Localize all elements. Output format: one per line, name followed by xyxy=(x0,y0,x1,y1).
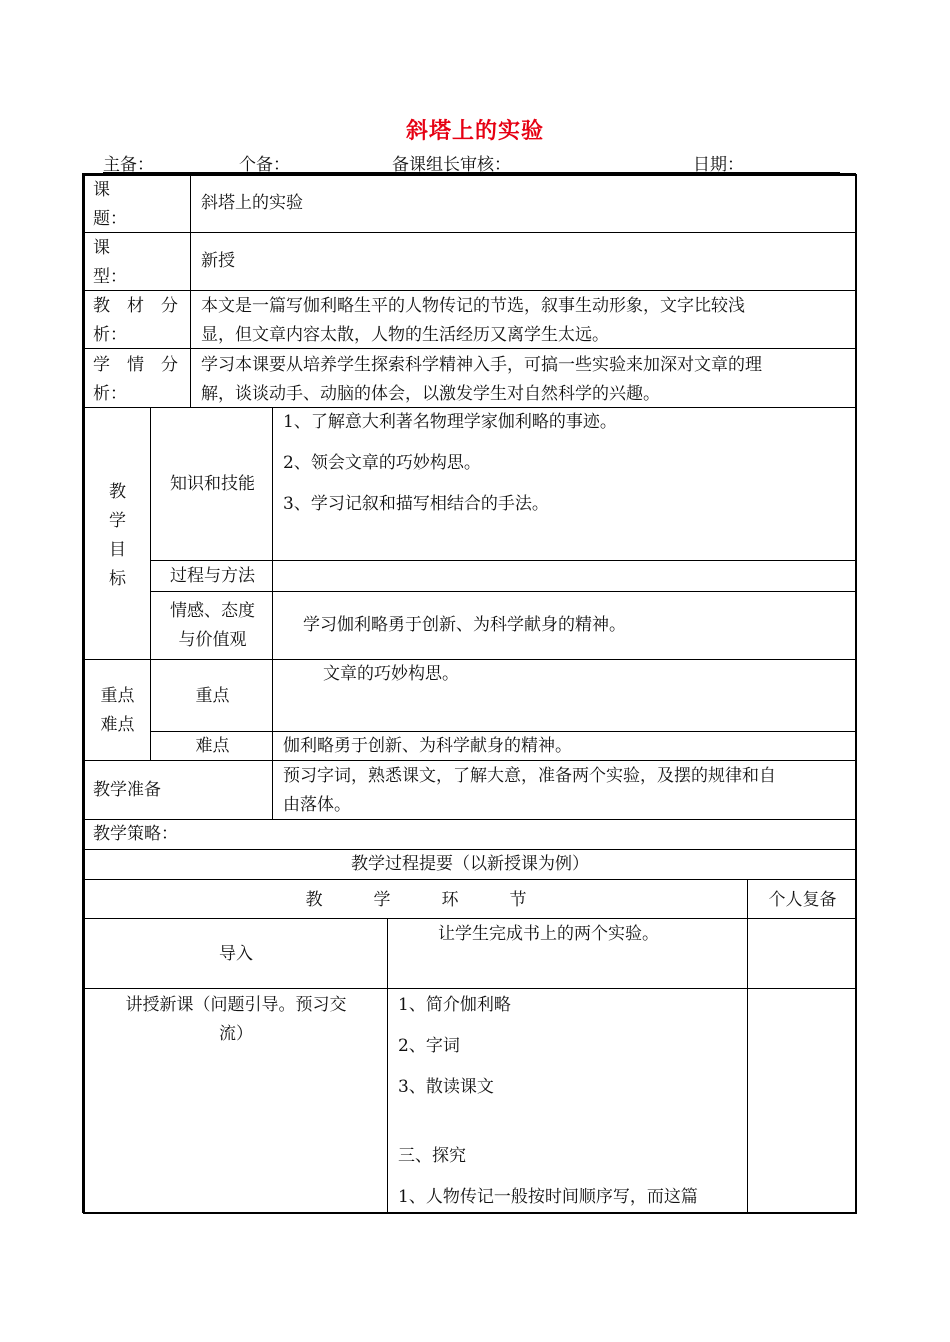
new-lesson-item-1: 1、简介伽利略 xyxy=(398,995,511,1015)
emotion-value-cell xyxy=(272,591,856,660)
knowledge-item-2: 2、领会文章的巧妙构思。 xyxy=(283,453,481,473)
steps-column-header xyxy=(82,879,748,919)
page-title: 斜塔上的实验 xyxy=(405,118,544,144)
keypoints-label-1: 重点 xyxy=(100,686,135,706)
students-value-line-1: 学习本课要从培养学生探索科学精神入手，可搞一些实验来加深对文章的理 xyxy=(201,355,762,375)
topic-label-2: 题： xyxy=(93,209,127,229)
knowledge-label: 知识和技能 xyxy=(170,474,255,494)
keypoints-label-2: 难点 xyxy=(100,715,135,735)
goals-label-char-1: 教 xyxy=(109,482,126,502)
key-label-cell xyxy=(150,659,273,732)
topic-value: 斜塔上的实验 xyxy=(201,193,303,213)
material-value-cell xyxy=(190,290,856,349)
material-value-line-1: 本文是一篇写伽利略生平的人物传记的节选，叙事生动形象，文字比较浅 xyxy=(201,296,745,316)
goals-label-char-4: 标 xyxy=(109,569,126,589)
type-value: 新授 xyxy=(201,251,235,271)
personal-column-label: 个人复备 xyxy=(768,890,837,910)
goals-label-cell xyxy=(82,407,151,660)
intro-label-cell xyxy=(82,918,388,989)
preparation-value-line-2: 由落体。 xyxy=(283,795,351,815)
new-lesson-label-cell xyxy=(82,988,388,1213)
topic-label-1: 课 xyxy=(93,180,110,200)
process-label: 过程与方法 xyxy=(170,566,255,586)
type-value-cell xyxy=(190,232,856,291)
difficulty-value-cell xyxy=(272,731,856,761)
meta-line xyxy=(103,150,840,173)
process-value-cell xyxy=(272,560,856,592)
type-label-1: 课 xyxy=(93,238,110,258)
new-lesson-label-2: 流） xyxy=(219,1024,253,1044)
difficulty-label: 难点 xyxy=(195,736,230,756)
preparation-value-line-1: 预习字词，熟悉课文，了解大意，准备两个实验，及摆的规律和自 xyxy=(283,766,776,786)
new-lesson-item-5: 1、人物传记一般按时间顺序写，而这篇 xyxy=(398,1187,698,1207)
keypoints-label-cell xyxy=(82,659,151,761)
knowledge-value-cell xyxy=(272,407,856,561)
students-value-cell xyxy=(190,348,856,408)
intro-personal-cell xyxy=(747,918,856,989)
students-label-1: 学 情 分 xyxy=(93,355,178,375)
type-label-cell xyxy=(82,232,191,291)
strategy-cell xyxy=(82,819,856,850)
meta-date: 日期： xyxy=(693,155,744,175)
personal-column-header xyxy=(747,879,856,919)
topic-value-cell xyxy=(190,173,856,233)
meta-personal: 个备： xyxy=(239,155,290,175)
process-header-cell xyxy=(82,849,856,880)
emotion-label-2: 与价值观 xyxy=(178,630,247,650)
students-label-cell xyxy=(82,348,191,408)
material-label-cell xyxy=(82,290,191,349)
knowledge-label-cell xyxy=(150,407,273,561)
students-label-2: 析： xyxy=(93,384,127,404)
new-lesson-personal-cell xyxy=(747,988,856,1213)
emotion-label-cell xyxy=(150,591,273,660)
material-value-line-2: 显，但文章内容太散，人物的生活经历又离学生太远。 xyxy=(201,325,609,345)
key-value: 文章的巧妙构思。 xyxy=(323,664,459,684)
preparation-value-cell xyxy=(272,760,856,820)
process-label-cell xyxy=(150,560,273,592)
new-lesson-item-2: 2、字词 xyxy=(398,1036,460,1056)
difficulty-value: 伽利略勇于创新、为科学献身的精神。 xyxy=(283,736,572,756)
new-lesson-item-4: 三、探究 xyxy=(398,1146,466,1166)
meta-host: 主备： xyxy=(103,155,154,175)
knowledge-item-1: 1、了解意大利著名物理学家伽利略的事迹。 xyxy=(283,412,617,432)
preparation-label-cell xyxy=(82,760,273,820)
lesson-plan-table xyxy=(83,174,857,1214)
difficulty-label-cell xyxy=(150,731,273,761)
preparation-label: 教学准备 xyxy=(93,780,161,800)
students-value-line-2: 解，谈谈动手、动脑的体会，以激发学生对自然科学的兴趣。 xyxy=(201,384,660,404)
knowledge-item-3: 3、学习记叙和描写相结合的手法。 xyxy=(283,494,549,514)
strategy-label: 教学策略： xyxy=(93,824,178,844)
emotion-label-1: 情感、态度 xyxy=(170,601,255,621)
goals-label-char-3: 目 xyxy=(109,540,126,560)
intro-value-cell xyxy=(387,918,748,989)
key-value-cell xyxy=(272,659,856,732)
process-header: 教学过程提要（以新授课为例） xyxy=(351,854,589,874)
key-label: 重点 xyxy=(195,686,230,706)
new-lesson-item-3: 3、散读课文 xyxy=(398,1077,494,1097)
steps-column-label: 教 学 环 节 xyxy=(305,890,527,910)
intro-label: 导入 xyxy=(219,944,253,964)
topic-label-cell xyxy=(82,173,191,233)
material-label-2: 析： xyxy=(93,325,127,345)
material-label-1: 教 材 分 xyxy=(93,296,178,316)
intro-value: 让学生完成书上的两个实验。 xyxy=(438,924,659,944)
new-lesson-label-1: 讲授新课（问题引导。预习交 xyxy=(125,995,347,1015)
type-label-2: 型： xyxy=(93,267,127,287)
meta-review: 备课组长审核： xyxy=(392,155,511,175)
goals-label-char-2: 学 xyxy=(109,511,126,531)
emotion-value: 学习伽利略勇于创新、为科学献身的精神。 xyxy=(303,615,626,635)
new-lesson-value-cell xyxy=(387,988,748,1213)
